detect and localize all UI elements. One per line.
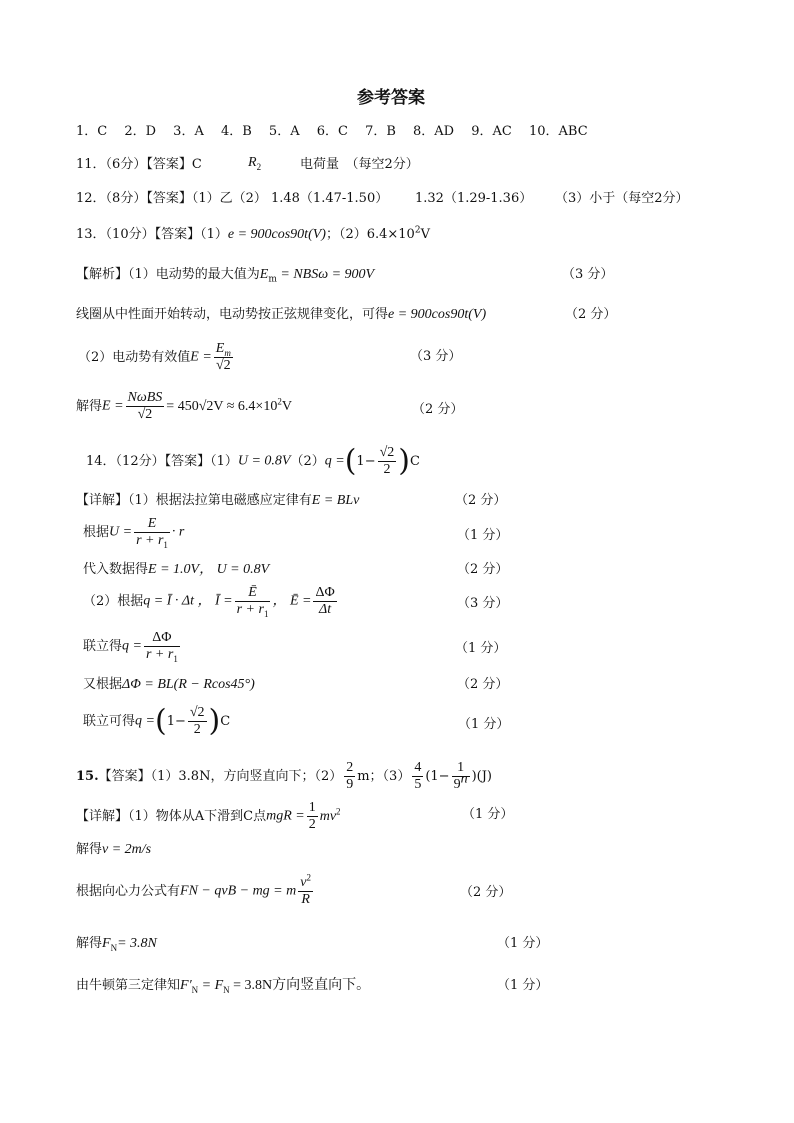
q13-analysis-2: 线圈从中性面开始转动，电动势按正弦规律变化，可得e = 900cos90t(V) — [76, 307, 487, 322]
q11-charge: 电荷量 （每空2分） — [300, 157, 419, 172]
q14-mark-5: （1 分） — [455, 641, 507, 656]
q15-detail-4: 解得$F_N= 3.8N$ — [76, 936, 157, 953]
q14-mark-6: （2 分） — [457, 677, 509, 692]
q13-mark-3: （3 分） — [410, 349, 462, 364]
q14-detail-4: （2）根据q = Ī · Δt ， Ī = $\frac{Ē}{r + r_1}$ ， Ē = $\frac{\Delta\Phi}{\Delta t}$ — [83, 585, 335, 619]
q14-mark-2: （1 分） — [457, 528, 509, 543]
q14-mark-1: （2 分） — [455, 493, 507, 508]
q13-analysis-4: 解得E = $\frac{\text{NωBS}}{√2}$ = $450√2V \approx 6.4\times 10^2V$ — [76, 390, 292, 423]
q15-mark-3: （2 分） — [460, 885, 512, 900]
q12-answer: 12．（8分）【答案】（1）乙（2） 1.48（1.47-1.50） — [76, 191, 389, 206]
q15-detail-1: 【详解】（1）物体从A下滑到C点mgR = $\frac{1}{2}$ $mv^2$ — [76, 800, 341, 833]
q14-mark-7: （1 分） — [458, 717, 510, 732]
q14-detail-5: 联立得q = $\frac{\Delta\Phi}{r + r_1}$ — [83, 630, 178, 664]
q15-detail-5: 由牛顿第三定律知$F'_N = F_N = 3.8N$方向竖直向下。 — [76, 978, 371, 995]
q12-value: 1.32（1.29-1.36） — [415, 191, 533, 206]
q14-detail-7: 联立可得q =(1− $\frac{√2}{2}$ )C — [83, 703, 231, 739]
q13-mark-4: （2 分） — [412, 402, 464, 417]
q14-mark-4: （3 分） — [457, 596, 509, 611]
q15-detail-2: 解得v = 2m/s — [76, 842, 152, 857]
q12-part3: （3）小于（每空2分） — [555, 191, 689, 206]
q14-detail-1: 【详解】（1）根据法拉第电磁感应定律有E = BLv — [76, 493, 360, 508]
q15-mark-4: （1 分） — [497, 936, 549, 951]
mc-answers: 1．C 2．D 3．A 4．B 5．A 6．C 7．B 8．AD 9．AC 10．ABC — [76, 124, 588, 139]
q13-mark-1: （3 分） — [562, 267, 614, 282]
q11-resistor: $R_2$ — [248, 155, 262, 172]
q14-mark-3: （2 分） — [457, 562, 509, 577]
q13-analysis-3: （2）电动势有效值E = $\frac{E_m}{√2}$ — [78, 341, 231, 374]
q11-answer: 11．（6分）【答案】C — [76, 157, 202, 172]
q14-answer: 14．（12分）【答案】（1）U = 0.8V（2）q =(1− $\frac{√2}{2}$ )C — [86, 443, 420, 479]
q14-detail-6: 又根据ΔΦ = BL(R − Rcos45°) — [83, 677, 255, 692]
q14-detail-3: 代入数据得E = 1.0V， U = 0.8V — [83, 562, 270, 577]
q13-mark-2: （2 分） — [565, 307, 617, 322]
q13-analysis-1: 【解析】（1）电动势的最大值为$E_m = NBS\omega = 900V$ — [76, 267, 375, 285]
q13-answer: 13．（10分）【答案】（1）e = 900cos90t(V)；$(2)6.4\times 10^2V$ — [76, 225, 430, 242]
q14-detail-2: 根据U = $\frac{E}{r + r_1}$ · r — [83, 516, 185, 550]
q15-detail-3: 根据向心力公式有FN − qvB − mg = m $\frac{v^2}{R}$ — [76, 872, 311, 908]
q15-answer: 15.【答案】（1）3.8N，方向竖直向下；（2） $\frac{2}{9}$ m；（3） $\frac{4}{5}$ (1− $\frac{1}{9^n}$ )(J) — [76, 760, 493, 793]
page-title: 参考答案 — [357, 88, 425, 108]
q15-mark-1: （1 分） — [462, 807, 514, 822]
q15-mark-5: （1 分） — [497, 978, 549, 993]
